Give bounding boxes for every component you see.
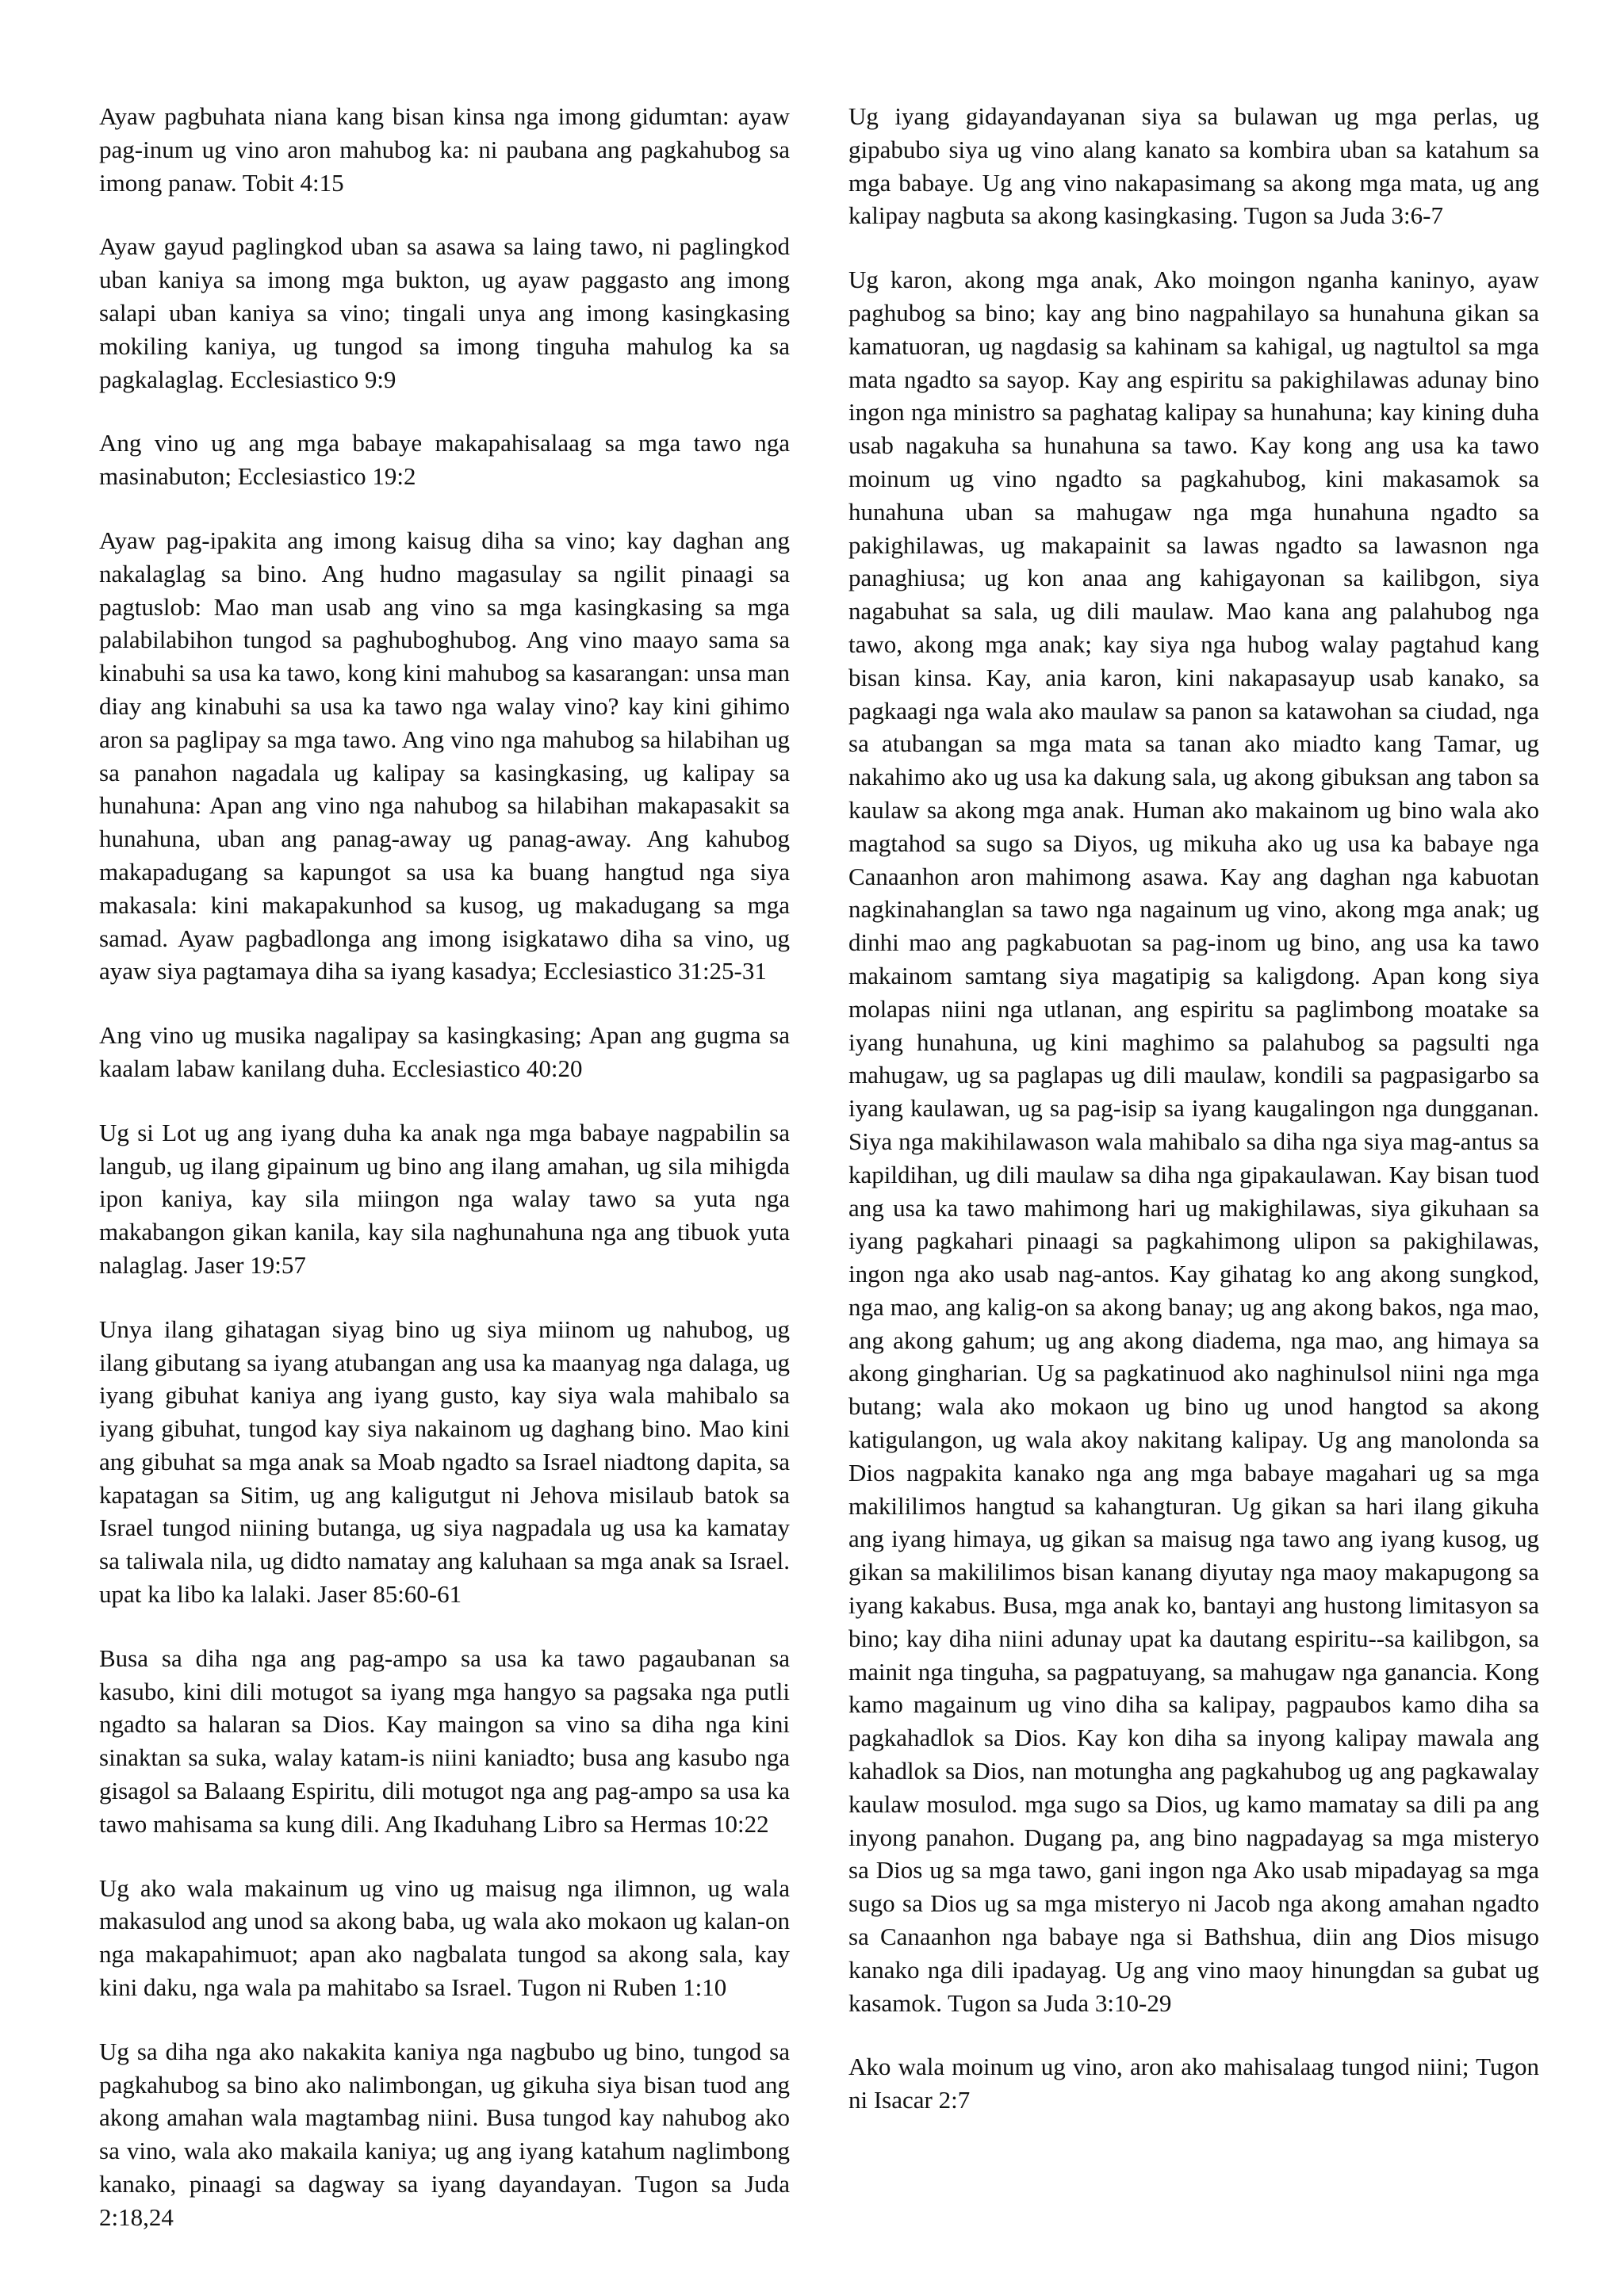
left-column <box>99 100 790 2234</box>
paragraph-ruben-1-10: Ug ako wala makainum ug vino ug maisug nga ilimnon, ug wala makasulod ang unod sa akong baba, ug wala ako mokaon ug kalan-on nga makapahimuot; apan ako nagbalata tungod sa akong sala, kay kini daku, nga wala pa mahitabo sa Israel. Tugon ni Ruben 1:10 <box>99 1873 790 2002</box>
paragraph-jaser-19-57: Ug si Lot ug ang iyang duha ka anak nga mga babaye nagpabilin sa langub, ug ilang gipainum ug bino ang ilang amahan, ug sila mihigda ipon kaniya, kay sila miingon nga walay tawo sa yuta nga makabangon gikan kanila, kay sila naghunahuna nga ang tibuok yuta nalaglag. Jaser 19:57 <box>99 1118 790 1279</box>
paragraph-juda-3-10-29: Ug karon, akong mga anak, Ako moingon nganha kaninyo, ayaw paghubog sa bino; kay ang bino nagpahilayo sa hunahuna gikan sa kamatuoran, ug nagdasig sa kahinam sa kahigal, ug nagtultol sa mga mata ngadto sa sayop. Kay ang espiritu sa pakighilawas adunay bino ingon nga ministro sa paghatag kalipay sa hunahuna; kay kining duha usab nagakuha sa hunahuna sa tawo. Kay kong ang usa ka tawo moinum ug vino ngadto sa pagkahubog, kini makasamok sa hunahuna uban sa mahugaw nga mga hunahuna ngadto sa pakighilawas, ug makapainit sa lawas ngadto sa lawasnon nga panaghiusa; ug kon anaa ang kahigayonan sa kailibgon, siya nagabuhat sa sala, ug dili maulaw. Mao kana ang palahubog nga tawo, akong mga anak; kay siya nga hubog walay pagtahud kang bisan kinsa. Kay, ania karon, kini nakapasayup usab kanako, sa pagkaagi nga wala ako maulaw sa panon sa katawohan sa ciudad, nga sa atubangan sa mga mata sa tanan ako miadto kang Tamar, ug nakahimo ako ug usa ka dakung sala, ug akong gibuksan ang tabon sa kaulaw sa akong mga anak. Human ako makainom ug bino wala ako magtahod sa sugo sa Diyos, ug mikuha ako ug usa ka babaye nga Canaanhon aron mahimong asawa. Kay ang daghan nga kabuotan nagkinahanglan sa tawo nga nagainum ug vino, akong mga anak; ug dinhi mao ang pagkabuotan sa pag-inom ug bino, ang usa ka tawo makainom samtang siya magatipig sa kaligdong. Apan kong siya molapas niini nga utlanan, ang espiritu sa paglimbong moatake sa iyang hunahuna, ug kini maghimo sa palahubog sa pagsulti nga mahugaw, ug sa paglapas ug dili maulaw, kondili sa pagpasigarbo sa iyang kaulawan, ug sa pag-isip sa iyang kaugalingon nga dungganan. Siya nga makihilawason wala mahibalo sa diha nga siya mag-antus sa kapildihan, ug dili maulaw sa diha nga gipakaulawan. Kay bisan tuod ang usa ka tawo mahimong hari ug makighilawas, siya gikuhaan sa iyang pagkahari pinaagi sa pagkahimong ulipon sa pakighilawas, ingon nga ako usab nag-antos. Kay gihatag ko ang akong sungkod, nga mao, ang kalig-on sa akong banay; ug ang akong bakos, nga mao, ang akong gahum; ug ang akong diadema, nga mao, ang himaya sa akong gingharian. Ug sa pagkatinuod ako naghinulsol niini nga mga butang; wala ako mokaon ug bino ug unod hangtod sa akong katigulangon, ug wala akoy nakitang kalipay. Ug ang manolonda sa Dios nagpakita kanako nga ang mga babaye magahari ug sa mga makililimos hangtud sa kahangturan. Ug gikan sa hari ilang gikuha ang iyang himaya, ug gikan sa maisug nga tawo ang iyang kusog, ug gikan sa makililimos bisan kanang diyutay nga maoy makapugong sa iyang kakabus. Busa, mga anak ko, bantayi ang hustong limitasyon sa bino; kay diha niini adunay upat ka dautang espiritu--sa kailibgon, sa mainit nga tinguha, sa pagpatuyang, sa mahugaw nga ganancia. Kong kamo magainum ug vino diha sa kalipay, pagpaubos kamo diha sa pagkahadlok sa Dios. Kay kon diha sa inyong kalipay mawala ang kahadlok sa Dios, nan motungha ang pagkahubog ug ang pagkawalay kaulaw mosulod. mga sugo sa Dios, ug kamo mamatay sa dili pa ang inyong panahon. Dugang pa, ang bino nagpadayag sa mga misteryo sa Dios ug sa mga tawo, gani ingon nga Ako usab mipadayag sa mga sugo sa Dios ug sa mga misteryo ni Jacob nga akong amahan ngadto sa Canaanhon nga babaye nga si Bathshua, diin ang Dios misugo kanako nga dili ipadayag. Ug ang vino maoy hinungdan sa gubat ug kasamok. Tugon sa Juda 3:10-29 <box>848 266 1539 2017</box>
paragraph-ecclesiastico-19-2: Ang vino ug ang mga babaye makapahisalaag sa mga tawo nga masinabuton; Ecclesiastico 19:2 <box>99 429 790 491</box>
paragraph-jaser-85-60-61: Unya ilang gihatagan siyag bino ug siya miinom ug nahubog, ug ilang gibutang sa iyang atubangan ang usa ka maanyag nga dalaga, ug iyang gibuhat kaniya ang iyang gusto, kay siya wala mahibalo sa iyang gibuhat, tungod kay siya nakainom ug daghang bino. Mao kini ang gibuhat sa mga anak sa Moab ngadto sa Israel niadtong dapita, sa kapatagan sa Sitim, ug ang kaligutgut ni Jehova misilaub batok sa Israel tungod niining butanga, ug siya nagpadala ug usa ka kamatay sa taliwala nila, ug didto namatay ang kaluhaan sa mga anak sa Israel. upat ka libo ka lalaki. Jaser 85:60-61 <box>99 1314 790 1609</box>
paragraph-ecclesiastico-31-25-31: Ayaw pag-ipakita ang imong kaisug diha sa vino; kay daghan ang nakalaglag sa bino. Ang hudno magasulay sa ngilit pinaagi sa pagtuslob: Mao man usab ang vino sa mga kasingkasing sa mga palabilabihon tungod sa paghuboghubog. Ang vino maayo sama sa kinabuhi sa usa ka tawo, kong kini mahubog sa kasarangan: unsa man diay ang kinabuhi sa usa ka tawo nga walay vino? kay kini gihimo aron sa paglipay sa mga tawo. Ang vino nga mahubog sa hilabihan ug sa panahon nagadala ug kalipay sa kasingkasing, ug kalipay sa hunahuna: Apan ang vino nga nahubog sa hilabihan makapasakit sa hunahuna, uban ang panag-away ug panag-away. Ang kahubog makapadugang sa kapungot sa usa ka buang hangtud nga siya makasala: kini makapakunhod sa kusog, ug makadugang sa mga samad. Ayaw pagbadlonga ang imong isigkatawo diha sa vino, ug ayaw siya pagtamaya diha sa iyang kasadya; Ecclesiastico 31:25-31 <box>99 526 790 985</box>
paragraph-ecclesiastico-40-20: Ang vino ug musika nagalipay sa kasingkasing; Apan ang gugma sa kaalam labaw kanilang duha. Ecclesiastico 40:20 <box>99 1021 790 1082</box>
paragraph-isacar-2-7: Ako wala moinum ug vino, aron ako mahisalaag tungod niini; Tugon ni Isacar 2:7 <box>848 2053 1539 2114</box>
right-column <box>848 100 1539 2117</box>
paragraph-tobit-4-15: Ayaw pagbuhata niana kang bisan kinsa nga imong gidumtan: ayaw pag-inum ug vino aron mahubog ka: ni paubana ang pagkahubog sa imong panaw. Tobit 4:15 <box>99 102 790 197</box>
paragraph-juda-3-6-7: Ug iyang gidayandayanan siya sa bulawan ug mga perlas, ug gipabubo siya ug vino alang kanato sa kombira uban sa katahum sa mga babaye. Ug ang vino nakapasimang sa akong mga mata, ug ang kalipay nagbuta sa akong kasingkasing. Tugon sa Juda 3:6-7 <box>848 102 1539 230</box>
paragraph-ecclesiastico-9-9: Ayaw gayud paglingkod uban sa asawa sa laing tawo, ni paglingkod uban kaniya sa imong mga bukton, ug ayaw paggasto ang imong salapi uban kaniya sa vino; tingali unya ang imong kasingkasing mokiling kaniya, ug tungod sa imong tinguha mahulog ka sa pagkalaglag. Ecclesiastico 9:9 <box>99 232 790 393</box>
paragraph-hermas-10-22: Busa sa diha nga ang pag-ampo sa usa ka tawo pagaubanan sa kasubo, kini dili motugot sa iyang mga hangyo sa pagsaka nga putli ngadto sa halaran sa Dios. Kay maingon sa vino sa diha nga kini sinaktan sa suka, walay katam-is niini kaniadto; busa ang kasubo nga gisagol sa Balaang Espiritu, dili motugot nga ang pag-ampo sa usa ka tawo mahisama sa kung dili. Ang Ikaduhang Libro sa Hermas 10:22 <box>99 1644 790 1838</box>
paragraph-juda-2-18-24: Ug sa diha nga ako nakakita kaniya nga nagbubo ug bino, tungod sa pagkahubog sa bino ako nalimbongan, ug gikuha siya bisan tuod ang akong amahan wala magtambag niini. Busa tungod kay nahubog ako sa vino, wala ako makaila kaniya; ug ang iyang katahum naglimbong kanako, pinaagi sa dagway sa iyang dayandayan. Tugon sa Juda 2:18,24 <box>99 2037 790 2231</box>
